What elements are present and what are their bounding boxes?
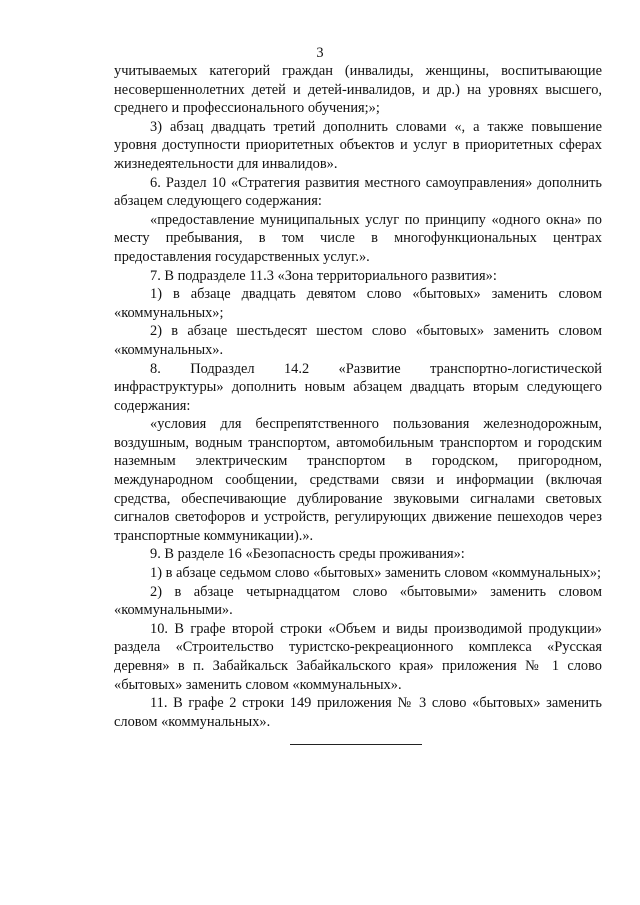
paragraph: 1) в абзаце седьмом слово «бытовых» заменить словом «коммунальных»; xyxy=(150,565,602,582)
paragraph: учитываемых категорий граждан (инвалиды, женщины, воспитывающие несовершеннолетних детей и детей-инвалидов, и др.) на уровнях высшего, среднего и профессионального обучения;»; xyxy=(114,63,602,117)
paragraph: 7. В подразделе 11.3 «Зона территориального развития»: xyxy=(150,267,497,284)
document-body xyxy=(114,62,602,731)
paragraph: 2) в абзаце четырнадцатом слово «бытовыми» заменить словом «коммунальными». xyxy=(114,583,602,619)
paragraph: 11. В графе 2 строки 149 приложения № 3 слово «бытовых» заменить словом «коммунальных». xyxy=(114,695,602,730)
paragraph: 9. В разделе 16 «Безопасность среды проживания»: xyxy=(150,546,465,563)
paragraph: 1) в абзаце двадцать девятом слово «бытовых» заменить словом «коммунальных»; xyxy=(114,286,602,321)
paragraph: 2) в абзаце шестьдесят шестом слово «бытовых» заменить словом «коммунальных». xyxy=(114,323,602,358)
paragraph: «предоставление муниципальных услуг по принципу «одного окна» по месту пребывания, в том числе в многофункциональных центрах предоставления государственных услуг.». xyxy=(114,211,602,265)
paragraph: 8. Подраздел 14.2 «Развитие транспортно-логистической инфраструктуры» дополнить новым абзацем двадцать вторым следующего содержания: xyxy=(114,360,602,414)
paragraph: 10. В графе второй строки «Объем и виды производимой продукции» раздела «Строительство туристско-рекреационного комплекса «Русская деревня» в п. Забайкальск Забайкальского края» приложения № 1 слово «бытовых» заменить словом «коммунальных». xyxy=(114,620,602,693)
paragraph: «условия для беспрепятственного пользования железнодорожным, воздушным, водным транспортом, автомобильным транспортом и городским наземным электрическим транспортом в городском, пригородном, международном сообщении, средствами связи и информации (включая средства, обеспечивающие дублирование звуковыми сигналами световых сигналов светофоров и устройств, регулирующих движение пешеходов через транспортные коммуникации).». xyxy=(114,416,602,544)
page-number: 3 xyxy=(316,45,324,61)
paragraph: 3) абзац двадцать третий дополнить словами «, а также повышение уровня доступности приоритетных объектов и услуг в приоритетных сферах жизнедеятельности для инвалидов». xyxy=(114,118,602,172)
paragraph: 6. Раздел 10 «Стратегия развития местного самоуправления» дополнить абзацем следующего содержания: xyxy=(114,174,602,210)
end-rule xyxy=(290,744,422,745)
